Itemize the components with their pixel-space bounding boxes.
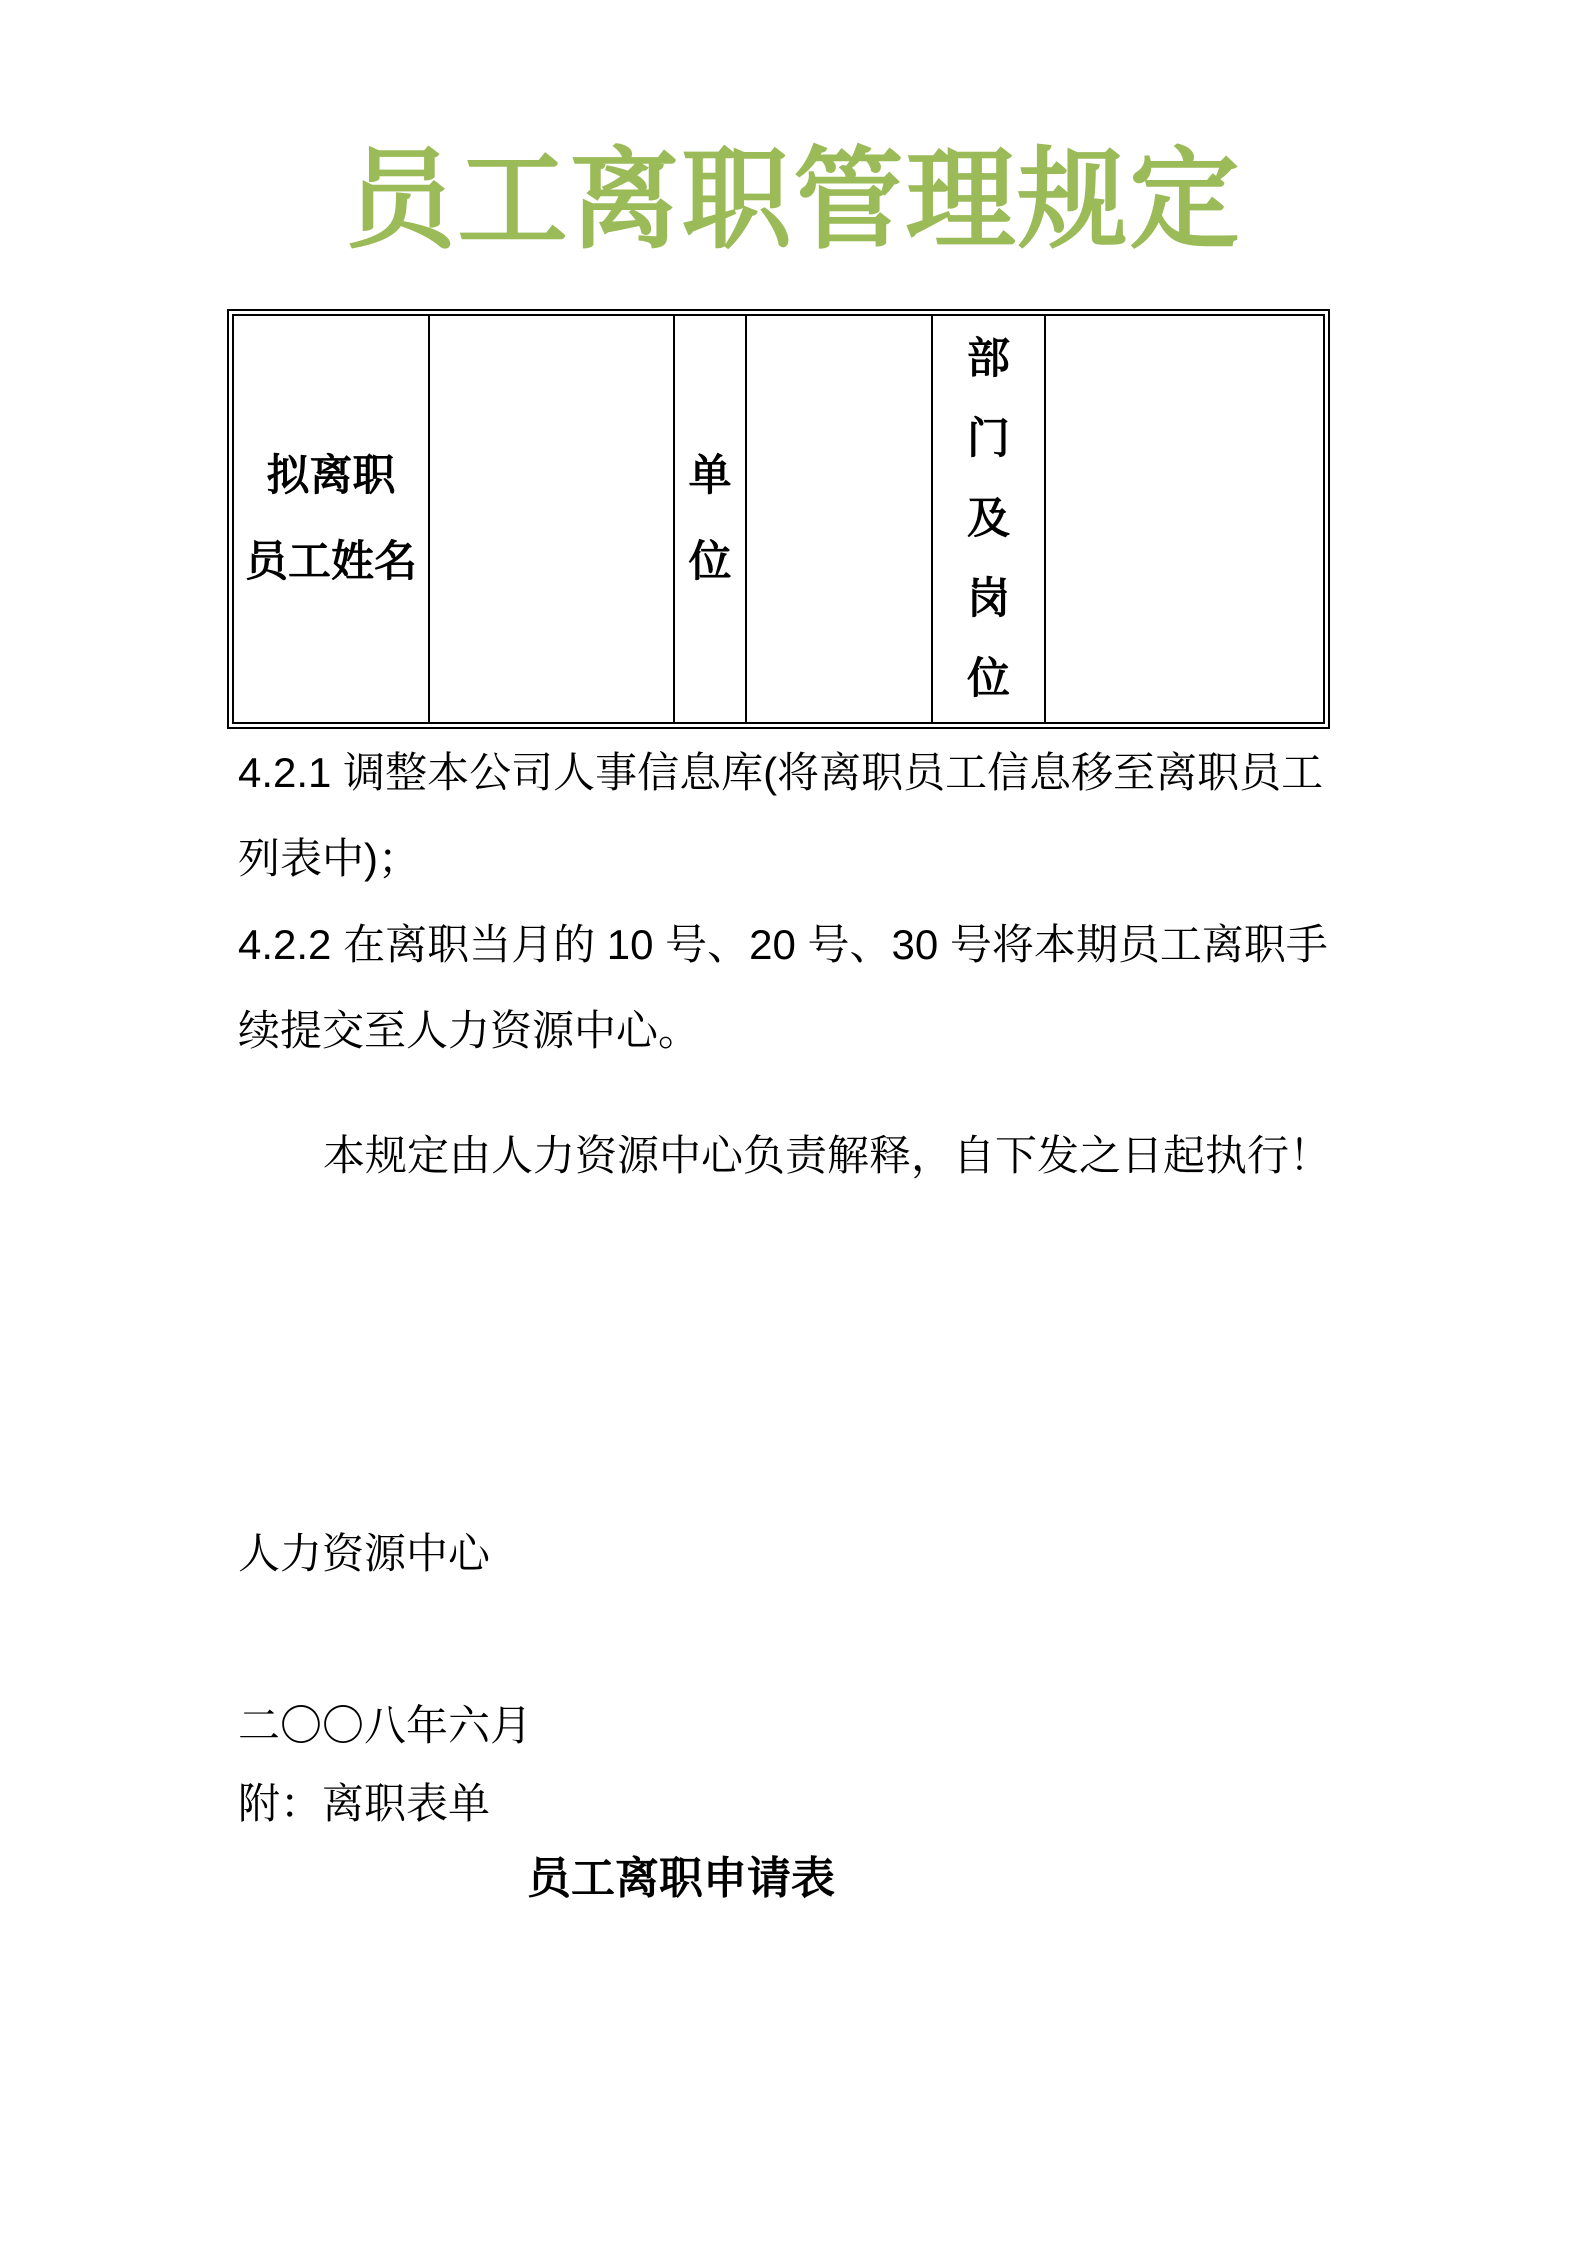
clause-line-3: 4.2.2 在离职当月的 10 号、20 号、30 号将本期员工离职手	[238, 921, 1328, 968]
resignation-info-table	[227, 309, 1330, 729]
interpretation-note: 本规定由人力资源中心负责解释，自下发之日起执行！	[323, 1132, 1332, 1179]
clause-line-2: 列表中)；	[238, 835, 420, 882]
clause-line-1: 4.2.1 调整本公司人事信息库(将离职员工信息移至离职员工	[238, 749, 1324, 796]
attached-form-title: 员工离职申请表	[527, 1854, 835, 1903]
name-label-line-1: 拟离职	[266, 452, 396, 500]
unit-label-line-2: 位	[688, 538, 732, 586]
name-label-line-2: 员工姓名	[245, 538, 417, 586]
table-cell-department-label	[931, 316, 1044, 722]
attachment-note: 附：离职表单	[238, 1780, 491, 1827]
signature-date: 二〇〇八年六月	[238, 1702, 533, 1749]
clause-paragraphs	[238, 730, 1368, 1074]
signature-department: 人力资源中心	[238, 1530, 491, 1577]
dept-label-line-4: 岗	[967, 575, 1010, 623]
dept-label-line-3: 及	[967, 495, 1010, 543]
dept-label-line-2: 门	[967, 415, 1010, 463]
table-cell-unit-value	[745, 316, 931, 722]
unit-label-line-1: 单	[688, 452, 732, 500]
dept-label-line-1: 部	[967, 335, 1010, 383]
clause-line-4: 续提交至人力资源中心。	[238, 1007, 701, 1054]
table-cell-department-value	[1044, 316, 1323, 722]
table-cell-name-label	[234, 316, 428, 722]
document-title: 员工离职管理规定	[345, 139, 1242, 262]
dept-label-line-5: 位	[967, 655, 1010, 703]
table-cell-unit-label	[673, 316, 745, 722]
table-cell-name-value	[428, 316, 673, 722]
